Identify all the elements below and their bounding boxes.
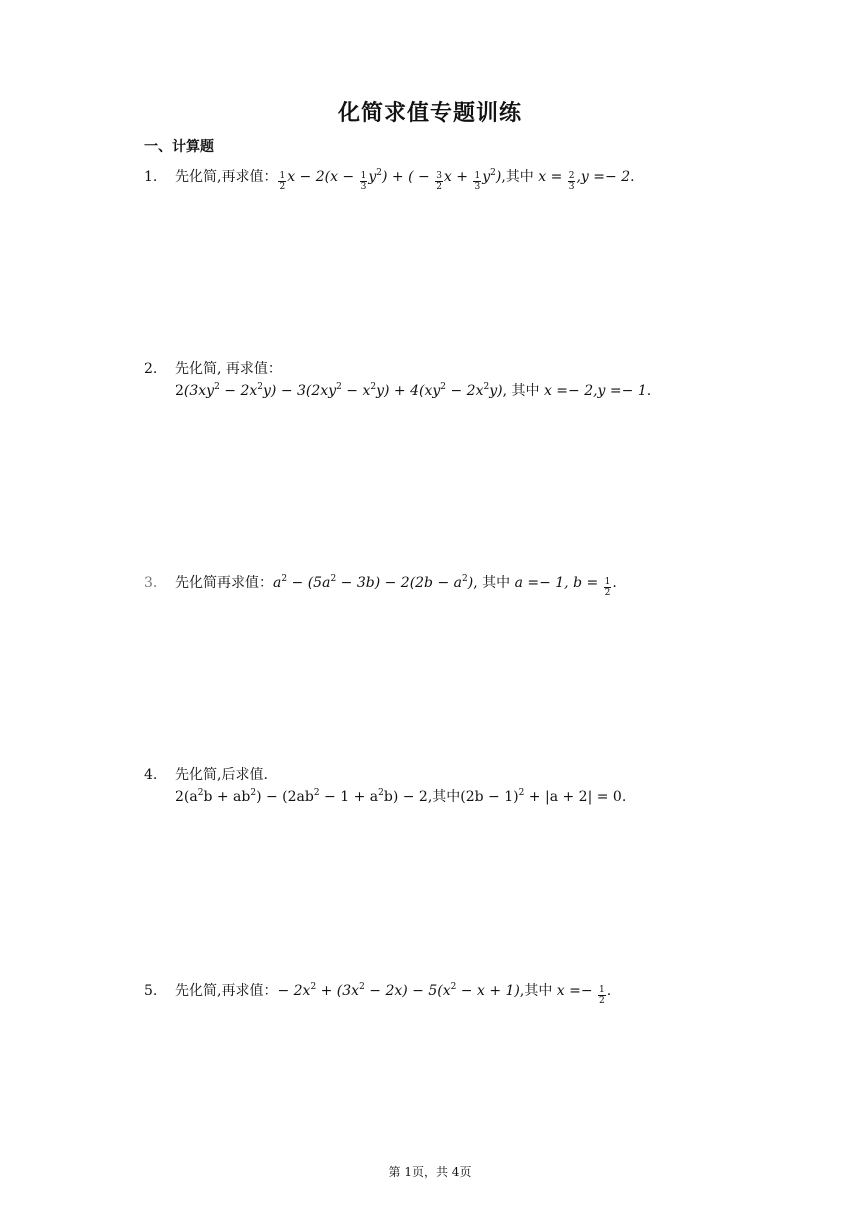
problem-instruction: 先化简, 再求值： (175, 361, 282, 377)
problem-2 (144, 358, 651, 402)
problem-number: 2. (144, 361, 158, 377)
problem-expression: $2(3xy^2 - 2x^2y) - 3(2xy^2 - x^2y) + 4(xy^2 - 2x^2y)$, 其中 x =− 2,y =− 1. (175, 382, 652, 399)
problem-expression: $2(a^2b + ab^2) - (2ab^2 - 1 + a^2b) - 2$,其中$(2b - 1)^2 + |a + 2| = 0$. (175, 788, 627, 805)
problem-number: 5. (144, 983, 158, 999)
problem-expression: $\frac{1}{2}$ x − 2(x − $\frac{1}{3}$ $y^2$) + ( − $\frac{3}{2}$ x + $\frac{1}{3}$ $y^2$),其中 x = $\frac{2}{3}$ ,y =− 2. (279, 168, 635, 192)
problem-number: 3. (144, 575, 158, 591)
problem-3 (144, 572, 617, 598)
problem-4 (144, 764, 626, 808)
problem-expression: − $2x^2 + (3x^2 - 2x) - 5(x^2 - x + 1)$,其中 x =− $\frac{1}{2}$ . (277, 982, 612, 1006)
problem-1 (144, 166, 635, 192)
problem-number: 1. (144, 169, 158, 185)
problem-instruction: 先化简,再求值： (175, 169, 278, 185)
problem-number: 4. (144, 767, 158, 783)
problem-expression: $a^2 - (5a^2 - 3b) - 2(2b - a^2)$, 其中 a =− 1, b = $\frac{1}{2}$ . (273, 574, 617, 598)
problem-5 (144, 980, 611, 1006)
page-footer: 第 1页，共 4页 (388, 1165, 472, 1179)
problem-instruction: 先化简再求值： (175, 575, 273, 591)
problem-instruction: 先化简,后求值. (175, 767, 268, 783)
section-heading: 一、计算题 (144, 139, 214, 155)
problem-instruction: 先化简,再求值： (175, 983, 278, 999)
document-title: 化简求值专题训练 (337, 101, 522, 126)
